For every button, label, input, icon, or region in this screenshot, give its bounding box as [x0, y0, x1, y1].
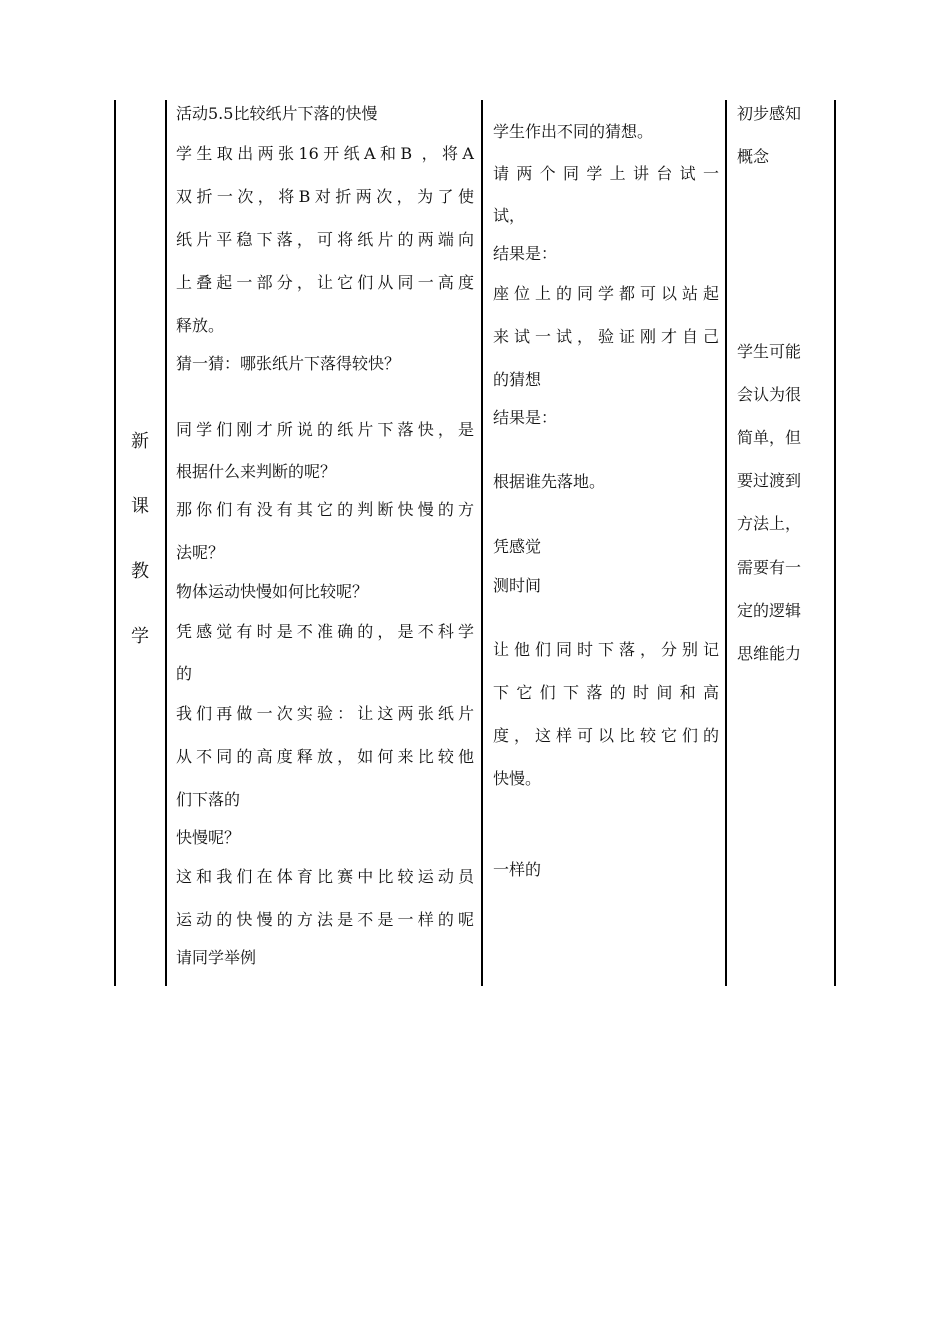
- text-line: 方法上，: [737, 514, 802, 533]
- text-line: 下它们下落的时间和高: [493, 683, 719, 702]
- text-line: 上叠起一部分，让它们从同一高度: [176, 273, 474, 292]
- text-line: 请两个同学上讲台试一: [493, 164, 719, 183]
- text-line: 的: [176, 664, 193, 683]
- stage-char: 学: [131, 626, 149, 647]
- text-line: 那你们有没有其它的判断快慢的方: [176, 500, 474, 519]
- text-line: 活动5.5比较纸片下落的快慢: [176, 104, 378, 123]
- text-line: 概念: [737, 147, 770, 166]
- text-line: 测时间: [493, 576, 542, 595]
- text-line: 需要有一: [737, 558, 802, 577]
- text-line: 物体运动快慢如何比较呢？: [176, 582, 369, 601]
- text-line: 运动的快慢的方法是不是一样的呢: [176, 910, 474, 929]
- text-line: 同学们刚才所说的纸片下落快，是: [176, 420, 474, 439]
- text-line: 快慢呢？: [176, 828, 241, 847]
- text-line: 简单，但: [737, 428, 802, 447]
- table-divider-3: [725, 100, 727, 986]
- text-line: 度，这样可以比较它们的: [493, 726, 719, 745]
- text-line: 双折一次，将B对折两次，为了使: [176, 187, 474, 206]
- text-line: 快慢。: [493, 769, 542, 788]
- table-border-right: [834, 100, 836, 986]
- text-line: 思维能力: [737, 644, 802, 663]
- text-line: 来试一试，验证刚才自己: [493, 327, 719, 346]
- text-line: 结果是：: [493, 408, 558, 427]
- text-line: 根据什么来判断的呢？: [176, 462, 337, 481]
- text-line: 根据谁先落地。: [493, 472, 606, 491]
- text-line: 们下落的: [176, 790, 241, 809]
- text-line: 会认为很: [737, 385, 802, 404]
- text-line: 从不同的高度释放，如何来比较他: [176, 747, 474, 766]
- text-line: 法呢？: [176, 543, 225, 562]
- text-line: 猜一猜：哪张纸片下落得较快？: [176, 354, 401, 373]
- text-line: 的猜想: [493, 370, 542, 389]
- text-line: 纸片平稳下落，可将纸片的两端向: [176, 230, 474, 249]
- text-line: 定的逻辑: [737, 601, 802, 620]
- table-border-left: [114, 100, 116, 986]
- text-line: 凭感觉: [493, 537, 542, 556]
- stage-char: 教: [131, 561, 149, 582]
- text-line: 初步感知: [737, 104, 802, 123]
- text-line: 试，: [493, 206, 526, 225]
- text-line: 学生作出不同的猜想。: [493, 122, 654, 141]
- text-line: 释放。: [176, 316, 225, 335]
- table-divider-1: [165, 100, 167, 986]
- text-line: 学生取出两张16开纸A和B ，将A: [176, 144, 474, 163]
- stage-char: 课: [131, 496, 149, 517]
- text-line: 让他们同时下落，分别记: [493, 640, 719, 659]
- text-line: 座位上的同学都可以站起: [493, 284, 719, 303]
- text-line: 结果是：: [493, 244, 558, 263]
- text-line: 学生可能: [737, 342, 802, 361]
- stage-char: 新: [131, 431, 149, 452]
- table-divider-2: [481, 100, 483, 986]
- text-line: 这和我们在体育比赛中比较运动员: [176, 867, 474, 886]
- text-line: 一样的: [493, 860, 542, 879]
- text-line: 要过渡到: [737, 471, 802, 490]
- text-line: 凭感觉有时是不准确的，是不科学: [176, 622, 474, 641]
- text-line: 请同学举例: [176, 948, 257, 967]
- text-line: 我们再做一次实验：让这两张纸片: [176, 704, 474, 723]
